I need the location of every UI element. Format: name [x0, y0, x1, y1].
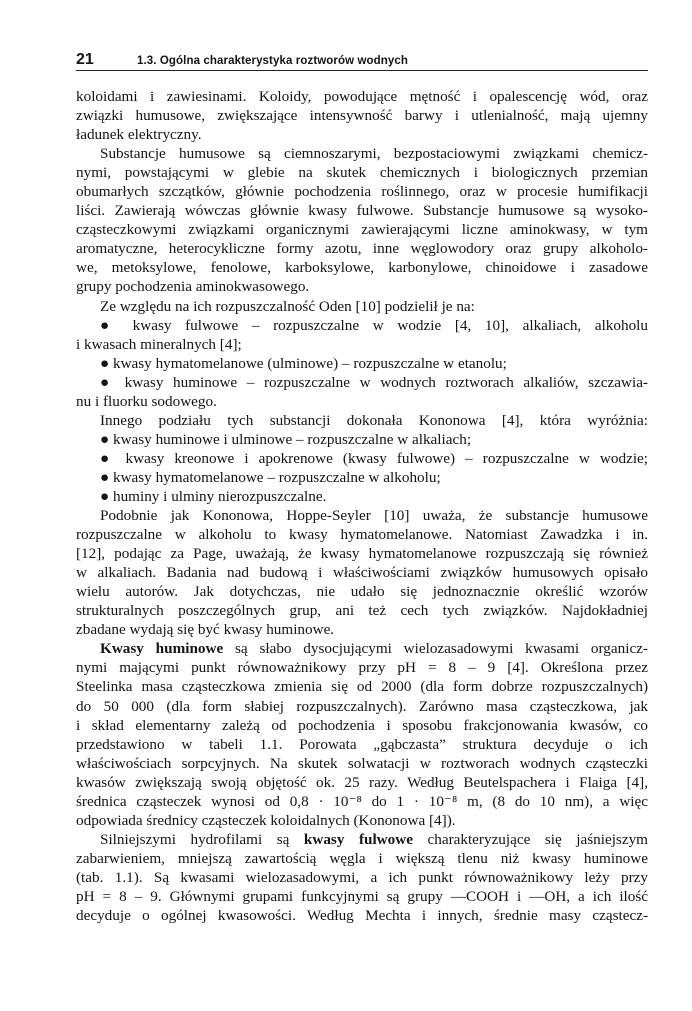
text-run: Silniejszymi hydrofilami są — [100, 830, 304, 848]
text-run: zabarwieniem, mniejszą zawartością węgla i większą tlenu niż kwasy huminowe — [76, 849, 648, 867]
text-run: Innego podziału tych substancji dokonała Kononowa [4], która wyróżnia: — [100, 411, 648, 429]
text-run: cząsteczkowymi związkami organicznymi zawierającymi liczne aminokwasy, w tym — [76, 221, 648, 239]
text-line — [76, 601, 648, 620]
text-line — [76, 449, 648, 468]
text-run: nymi, powstającymi w glebie na skutek chemicznych i biologicznych przemian — [76, 164, 648, 182]
text-line — [76, 868, 648, 887]
text-run: rozpuszczalne w alkoholu to kwasy hymatomelanowe. Natomiast Zawadzka i in. — [76, 526, 648, 544]
text-line — [76, 735, 648, 754]
text-line — [76, 830, 648, 849]
text-line — [76, 811, 648, 830]
text-run: ● huminy i ulminy nierozpuszczalne. — [100, 487, 327, 505]
text-run: do 50 000 (dla form słabiej rozpuszczalnych). Zarówno masa cząsteczkowa, jak — [76, 697, 648, 715]
text-run: kwasów zwiększają swoją objętość ok. 25 razy. Według Beutelspachera i Flaiga [4], — [76, 773, 648, 791]
text-run: ● kwasy hymatomelanowe (ulminowe) – rozpuszczalne w etanolu; — [100, 354, 507, 372]
text-run: liści. Zawierają wówczas głównie kwasy fulwowe. Substancje humusowe są wysoko- — [76, 202, 648, 220]
text-run: przedstawiono w tabeli 1.1. Porowata „gąbczasta” struktura decyduje o ich — [76, 735, 648, 753]
text-run: nu i fluorku sodowego. — [76, 392, 217, 410]
text-run: grupy pochodzenia aminokwasowego. — [76, 278, 310, 296]
text-line — [76, 525, 648, 544]
text-run: związki humusowe, zwiększające intensywność barwy i utlenialność, mają ujemny — [76, 107, 648, 125]
text-line — [76, 335, 648, 354]
text-line — [76, 163, 648, 182]
text-line — [76, 487, 648, 506]
bold-term: Kwasy huminowe — [100, 640, 224, 658]
text-line — [76, 754, 648, 773]
text-line — [76, 639, 648, 658]
text-run: właściwościach sorpcyjnych. Na skutek solwatacji w roztworach wodnych cząsteczki — [76, 754, 648, 772]
text-run: są słabo dysocjującymi wielozasadowymi kwasami organicz- — [223, 640, 648, 658]
text-line — [76, 563, 648, 582]
text-line — [76, 373, 648, 392]
text-line — [76, 582, 648, 601]
text-line — [76, 392, 648, 411]
text-run: ● kwasy huminowe i ulminowe – rozpuszczalne w alkaliach; — [100, 430, 472, 448]
text-line — [76, 792, 648, 811]
text-line — [76, 201, 648, 220]
text-line — [76, 411, 648, 430]
text-line — [76, 506, 648, 525]
running-header — [76, 51, 648, 71]
text-line — [76, 849, 648, 868]
text-run: i kwasach mineralnych [4]; — [76, 335, 242, 353]
text-run: obumarłych szczątków, głównie pochodzenia roślinnego, oraz w procesie humifikacji — [76, 183, 648, 201]
text-line — [76, 354, 648, 373]
text-line — [76, 87, 648, 106]
text-run: aromatyczne, heterocykliczne formy azotu, inne węglowodory oraz grupy alkoholo- — [76, 240, 648, 258]
text-line — [76, 620, 648, 639]
text-run: pH = 8 – 9. Głównymi grupami funkcyjnymi są grupy —COOH i —OH, a ich ilość — [76, 887, 648, 905]
bold-term: kwasy fulwowe — [303, 830, 413, 848]
page-number: 21 — [76, 51, 94, 68]
text-run: ● kwasy huminowe – rozpuszczalne w wodnych roztworach alkaliów, szczawia- — [100, 373, 648, 391]
text-line — [76, 697, 648, 716]
text-line — [76, 220, 648, 239]
text-run: (tab. 1.1). Są kwasami wielozasadowymi, a ich punkt równoważnikowy leży przy — [76, 868, 648, 886]
text-run: charakteryzujące się jaśniejszym — [412, 830, 648, 848]
text-run: ● kwasy kreonowe i apokrenowe (kwasy fulwowe) – rozpuszczalne w wodzie; — [100, 449, 648, 467]
text-run: Ze względu na ich rozpuszczalność Oden [10] podzielił je na: — [100, 297, 475, 315]
text-run: ● kwasy fulwowe – rozpuszczalne w wodzie [4, 10], alkaliach, alkoholu — [100, 316, 648, 334]
text-line — [76, 887, 648, 906]
text-line — [76, 773, 648, 792]
text-line — [76, 239, 648, 258]
text-line — [76, 182, 648, 201]
text-line — [76, 144, 648, 163]
text-line — [76, 468, 648, 487]
text-run: [12], podając za Page, uważają, że kwasy hymatomelanowe rozpuszczają się również — [76, 545, 648, 563]
text-run: Substancje humusowe są ciemnoszarymi, bezpostaciowymi związkami chemicz- — [100, 145, 648, 163]
text-run: decyduje o ogólnej kwasowości. Według Mechta i innych, średnie masy cząstecz- — [76, 907, 648, 925]
text-line — [76, 430, 648, 449]
text-run: wielu autorów. Jak dotychczas, nie udało się jednoznacznie określić wzorów — [76, 583, 648, 601]
text-run: w alkaliach. Badania nad budową i właściwościami związków humusowych opisało — [76, 564, 648, 582]
text-line — [76, 716, 648, 735]
text-run: i skład elementarny zależą od pochodzenia i sposobu frakcjonowania kwasów, co — [76, 716, 648, 734]
text-run: ładunek elektryczny. — [76, 126, 202, 144]
running-title: 1.3. Ogólna charakterystyka roztworów wodnych — [137, 55, 408, 67]
text-run: odpowiada średnicy cząsteczek koloidalnych (Kononowa [4]). — [76, 811, 456, 829]
body-text — [76, 87, 648, 925]
text-line — [76, 277, 648, 296]
text-run: nymi mającymi punkt równoważnikowy przy pH = 8 – 9 [4]. Określona przez — [76, 659, 648, 677]
text-run: zbadane wydają się być kwasy huminowe. — [76, 621, 335, 639]
text-line — [76, 125, 648, 144]
text-line — [76, 544, 648, 563]
text-line — [76, 658, 648, 677]
text-line — [76, 316, 648, 335]
text-line — [76, 106, 648, 125]
text-line — [76, 677, 648, 696]
text-run: koloidami i zawiesinami. Koloidy, powodujące mętność i opalescencję wód, oraz — [76, 88, 648, 105]
text-line — [76, 297, 648, 316]
text-run: strukturalnych poszczególnych grup, ani też cech tych związków. Najdokładniej — [76, 602, 648, 620]
text-run: Podobnie jak Kononowa, Hoppe-Seyler [10] uważa, że substancje humusowe — [100, 507, 648, 525]
text-run: średnica cząsteczek wynosi od 0,8 · 10⁻⁸ do 1 · 10⁻⁸ m, (8 do 10 nm), a więc — [76, 792, 648, 810]
text-run: Steelinka masa cząsteczkowa zmienia się od 2000 (dla form dobrze rozpuszczalnych) — [76, 678, 648, 696]
text-line — [76, 258, 648, 277]
text-run: we, metoksylowe, fenolowe, karboksylowe, karbonylowe, chinoidowe i zasadowe — [76, 259, 648, 277]
text-line — [76, 906, 648, 925]
text-run: ● kwasy hymatomelanowe – rozpuszczalne w alkoholu; — [100, 468, 441, 486]
